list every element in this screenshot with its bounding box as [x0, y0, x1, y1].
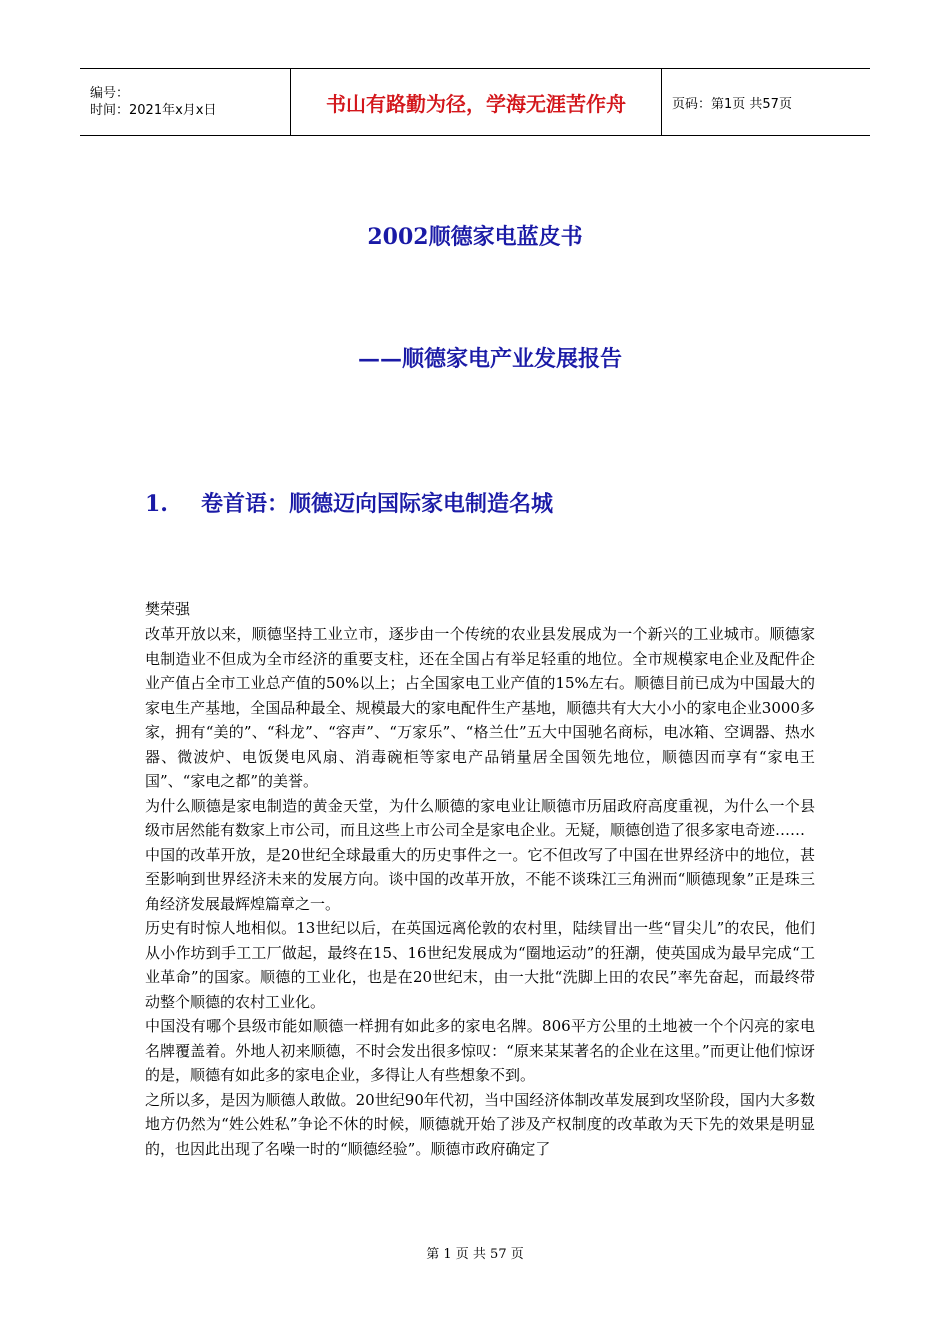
section-title: 卷首语：顺德迈向国际家电制造名城 [201, 491, 554, 517]
section-heading [145, 487, 553, 518]
document-header [80, 68, 870, 136]
header-motto: 书山有路勤为径，学海无涯苦作舟 [291, 69, 662, 136]
paragraph: 中国的改革开放，是20世纪全球最重大的历史事件之一。它不但改写了中国在世界经济中的地位，甚至影响到世界经济未来的发展方向。谈中国的改革开放，不能不谈珠江三角洲而“顺德现象”正是珠三角经济发展最辉煌篇章之一。 [145, 845, 815, 913]
number-label: 编号： [90, 86, 130, 101]
paragraph: 改革开放以来，顺德坚持工业立市，逐步由一个传统的农业县发展成为一个新兴的工业城市。顺德家电制造业不但成为全市经济的重要支柱，还在全国占有举足轻重的地位。全市规模家电企业及配件企业产值占全市工业总产值的50%以上；占全国家电工业产值的15%左右。顺德目前已成为中国最大的家电生产基地，全国品种最全、规模最大的家电配件生产基地，顺德共有大大小小的家电企业3000多家，拥有“美的”、“科龙”、“容声”、“万家乐”、“格兰仕”五大中国驰名商标，电冰箱、空调器、热水器、微波炉、电饭煲电风扇、消毒碗柜等家电产品销量居全国领先地位，顺德因而享有“家电王国”、“家电之都”的美誉。 [145, 625, 815, 790]
paragraph: 之所以多，是因为顺德人敢做。20世纪90年代初，当中国经济体制改革发展到攻坚阶段，国内大多数地方仍然为“姓公姓私”争论不休的时候，顺德就开始了涉及产权制度的改革敢为天下先的效果是明显的，也因此出现了名噪一时的“顺德经验”。顺德市政府确定了 [145, 1090, 815, 1158]
header-meta [80, 69, 291, 136]
paragraph: 历史有时惊人地相似。13世纪以后，在英国远离伦敦的农村里，陆续冒出一些“冒尖儿”的农民，他们从小作坊到手工工厂做起，最终在15、16世纪发展成为“圈地运动”的狂潮，使英国成为最早完成“工业革命”的国家。顺德的工业化，也是在20世纪末，由一大批“洗脚上田的农民”率先奋起，而最终带动整个顺德的农村工业化。 [145, 919, 815, 1011]
time-label: 时间：2021年x月x日 [90, 103, 217, 118]
author-name: 樊荣强 [145, 600, 191, 618]
document-title: 2002顺德家电蓝皮书 [367, 224, 583, 250]
header-page-info: 页码：第1页 共57页 [662, 69, 871, 136]
document-subtitle: ——顺德家电产业发展报告 [357, 346, 622, 372]
body-text [145, 622, 815, 1161]
page-footer: 第 1 页 共 57 页 [426, 1247, 524, 1262]
paragraph: 为什么顺德是家电制造的黄金天堂，为什么顺德的家电业让顺德市历届政府高度重视，为什么一个县级市居然能有数家上市公司，而且这些上市公司全是家电企业。无疑，顺德创造了很多家电奇迹…… [145, 796, 815, 839]
section-number: 1. [145, 491, 168, 517]
paragraph: 中国没有哪个县级市能如顺德一样拥有如此多的家电名牌。806平方公里的土地被一个个闪亮的家电名牌覆盖着。外地人初来顺德，不时会发出很多惊叹：“原来某某著名的企业在这里。”而更让他们惊讶的是，顺德有如此多的家电企业，多得让人有些想象不到。 [145, 1017, 815, 1084]
